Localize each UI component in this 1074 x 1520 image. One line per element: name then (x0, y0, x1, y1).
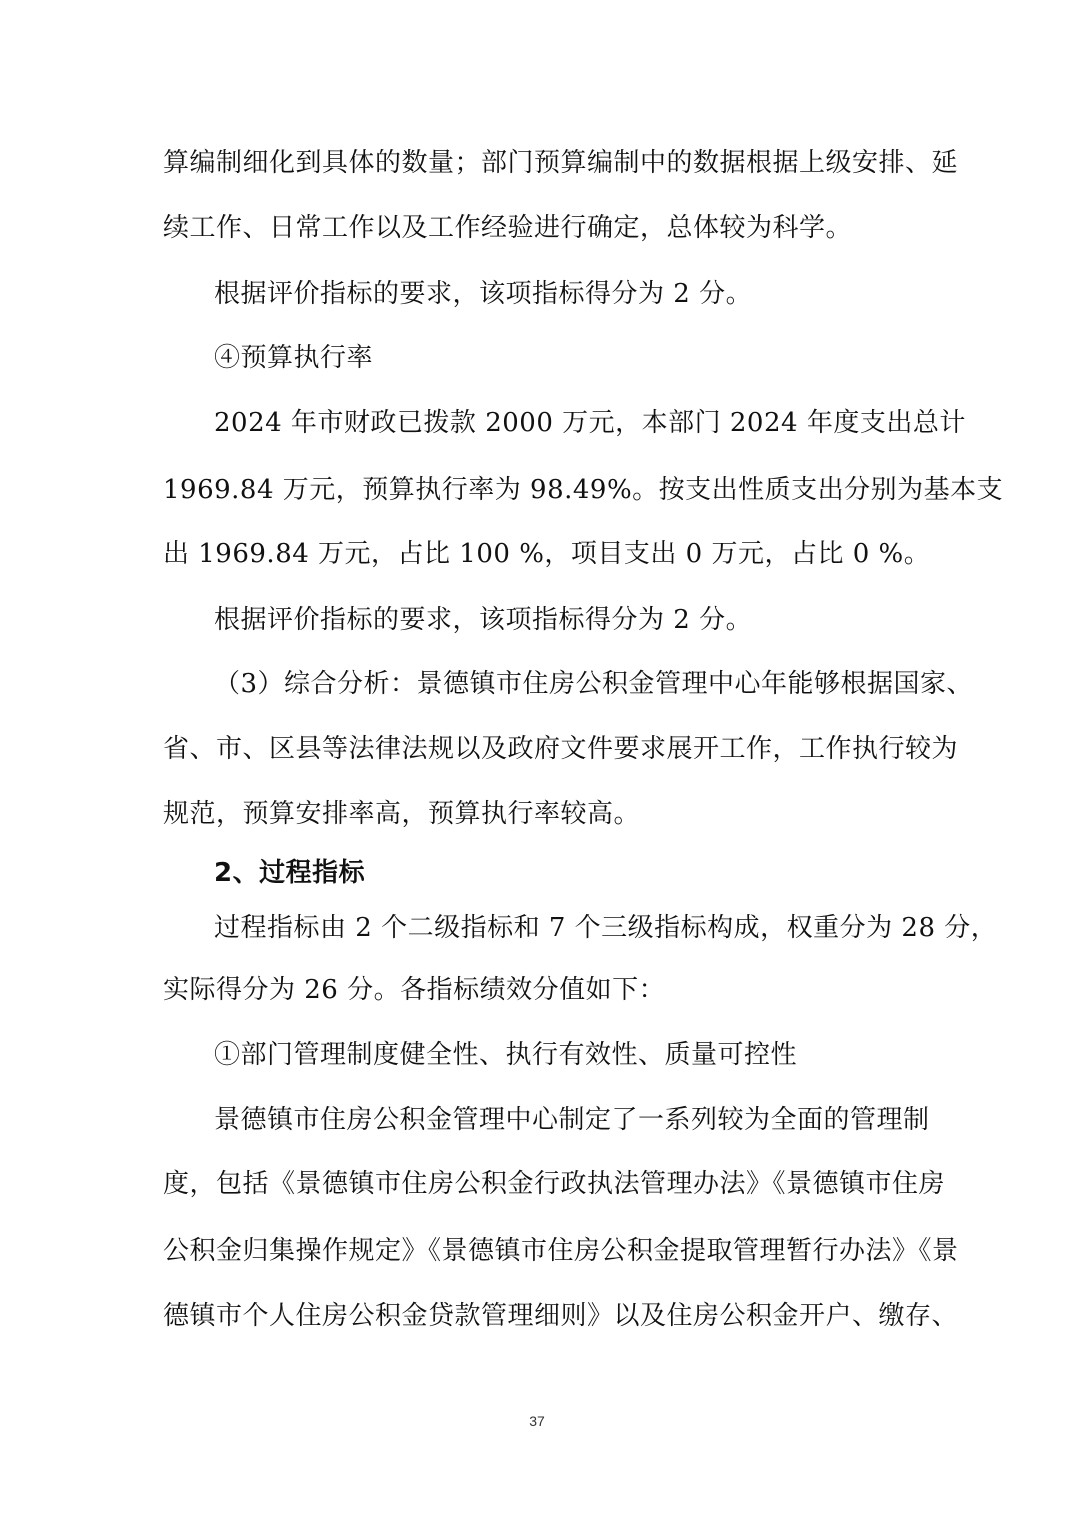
paragraph-line: 2024 年市财政已拨款 2000 万元，本部门 2024 年度支出总计 (214, 408, 966, 438)
paragraph-line: 度，包括《景德镇市住房公积金行政执法管理办法》《景德镇市住房 (163, 1169, 946, 1199)
paragraph-line: 德镇市个人住房公积金贷款管理细则》以及住房公积金开户、缴存、 (163, 1301, 959, 1331)
paragraph-line: 省、市、区县等法律法规以及政府文件要求展开工作，工作执行较为 (163, 734, 959, 764)
paragraph-line: 实际得分为 26 分。各指标绩效分值如下： (163, 975, 666, 1005)
paragraph-line: 规范，预算安排率高，预算执行率较高。 (163, 799, 641, 829)
paragraph-line: 续工作、日常工作以及工作经验进行确定，总体较为科学。 (163, 213, 853, 243)
paragraph-line: （3）综合分析：景德镇市住房公积金管理中心年能够根据国家、 (214, 669, 974, 699)
paragraph-line: 算编制细化到具体的数量；部门预算编制中的数据根据上级安排、延 (163, 148, 959, 178)
paragraph-line: 景德镇市住房公积金管理中心制定了一系列较为全面的管理制 (214, 1105, 930, 1135)
page-number: 37 (529, 1413, 545, 1429)
subheading: ④预算执行率 (214, 343, 374, 373)
paragraph-line: 根据评价指标的要求，该项指标得分为 2 分。 (214, 605, 753, 635)
subheading: ①部门管理制度健全性、执行有效性、质量可控性 (214, 1040, 798, 1070)
section-heading: 2、过程指标 (214, 858, 366, 888)
paragraph-line: 根据评价指标的要求，该项指标得分为 2 分。 (214, 279, 753, 309)
paragraph-line: 过程指标由 2 个二级指标和 7 个三级指标构成，权重分为 28 分， (214, 913, 998, 943)
paragraph-line: 1969.84 万元，预算执行率为 98.49%。按支出性质支出分别为基本支 (163, 475, 1004, 505)
paragraph-line: 公积金归集操作规定》《景德镇市住房公积金提取管理暂行办法》《景 (163, 1236, 959, 1266)
paragraph-line: 出 1969.84 万元，占比 100 %，项目支出 0 万元，占比 0 %。 (163, 539, 931, 569)
